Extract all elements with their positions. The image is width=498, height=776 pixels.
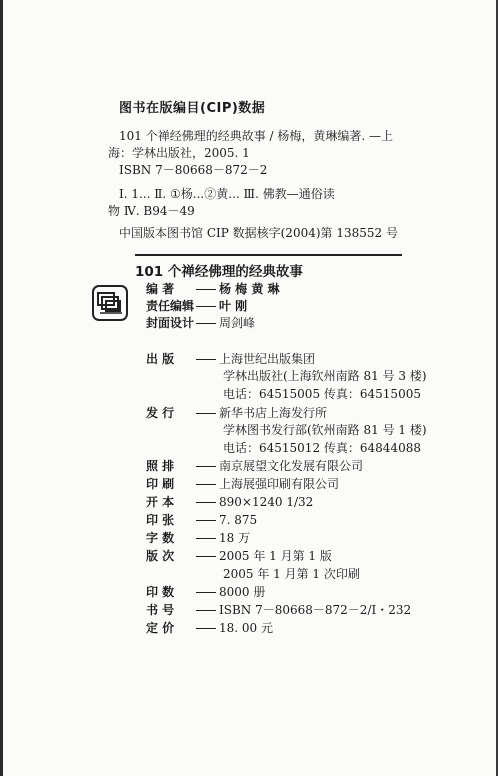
cip-isbn: ISBN 7－80668－872－2 [119, 163, 268, 177]
credit-row-author [146, 280, 280, 297]
credit-label: 编 著 [146, 282, 175, 296]
spec-row [146, 619, 273, 636]
spec-value: 890×1240 1/32 [219, 495, 314, 509]
spec-value: 8000 册 [219, 585, 266, 599]
publisher-imprint: 学林出版社(上海钦州南路 81 号 3 楼) [223, 369, 427, 383]
credit-value: 杨 梅 黄 琳 [219, 282, 280, 296]
cip-subject-1: Ⅰ. 1... Ⅱ. ①杨...②黄... Ⅲ. 佛教—通俗读 [119, 187, 335, 201]
spec-row [146, 493, 313, 510]
spec-row [146, 457, 363, 474]
spec-label: 照 排 [146, 459, 175, 473]
credit-value: 周剑峰 [219, 316, 256, 330]
publisher-phone: 电话：64515005 传真：64515005 [223, 387, 421, 401]
spec-label: 定 价 [146, 621, 175, 635]
spec-value: 南京展望文化发展有限公司 [219, 459, 364, 473]
spec-print-run-date: 2005 年 1 月第 1 次印刷 [223, 567, 360, 581]
spec-label: 字 数 [146, 531, 175, 545]
book-title: 101 个禅经佛理的经典故事 [135, 264, 303, 280]
distribution-label: 发 行 [146, 406, 175, 420]
publisher-row [146, 350, 315, 367]
spec-label: 开 本 [146, 495, 175, 509]
cip-line-2: 海：学林出版社，2005. 1 [108, 146, 250, 160]
cip-heading: 图书在版编目(CIP)数据 [119, 101, 266, 116]
spec-value: 18 万 [219, 531, 251, 545]
distribution-line-1: 新华书店上海发行所 [219, 406, 328, 420]
credit-value: 叶 刚 [219, 299, 248, 313]
distribution-line-2: 学林图书发行部(钦州南路 81 号 1 楼) [223, 423, 427, 437]
credit-row-editor [146, 297, 247, 314]
publisher-label: 出 版 [146, 352, 175, 366]
spec-row [146, 583, 265, 600]
spec-label: 书 号 [146, 603, 175, 617]
credit-row-cover-design [146, 314, 255, 331]
spec-label: 印 张 [146, 513, 175, 527]
distribution-phone: 电话：64515012 传真：64844088 [223, 441, 421, 455]
spec-label: 印 刷 [146, 477, 175, 491]
spec-value: ISBN 7－80668－872－2/I・232 [219, 603, 412, 617]
spec-row [146, 529, 250, 546]
title-rule [135, 254, 402, 256]
spec-label: 印 数 [146, 585, 175, 599]
spec-row [146, 601, 411, 618]
spec-row [146, 475, 339, 492]
publisher-group: 上海世纪出版集团 [219, 352, 316, 366]
credit-label: 责任编辑 [146, 299, 195, 313]
spec-row [146, 547, 332, 564]
spec-label: 版 次 [146, 549, 175, 563]
cip-subject-2: 物 Ⅳ. B94－49 [108, 204, 195, 218]
spec-value: 2005 年 1 月第 1 版 [219, 549, 332, 563]
spec-value: 上海展强印刷有限公司 [219, 477, 340, 491]
spec-value: 7. 875 [219, 513, 258, 527]
cip-line-1: 101 个禅经佛理的经典故事 / 杨梅，黄琳编著. —上 [119, 129, 394, 143]
scan-left-edge [0, 0, 3, 776]
distribution-row [146, 404, 327, 421]
publisher-logo [92, 285, 128, 321]
credit-label: 封面设计 [146, 316, 195, 330]
cip-library-number: 中国版本图书馆 CIP 数据核字(2004)第 138552 号 [119, 226, 398, 240]
spec-value: 18. 00 元 [219, 621, 273, 635]
spec-row [146, 511, 257, 528]
